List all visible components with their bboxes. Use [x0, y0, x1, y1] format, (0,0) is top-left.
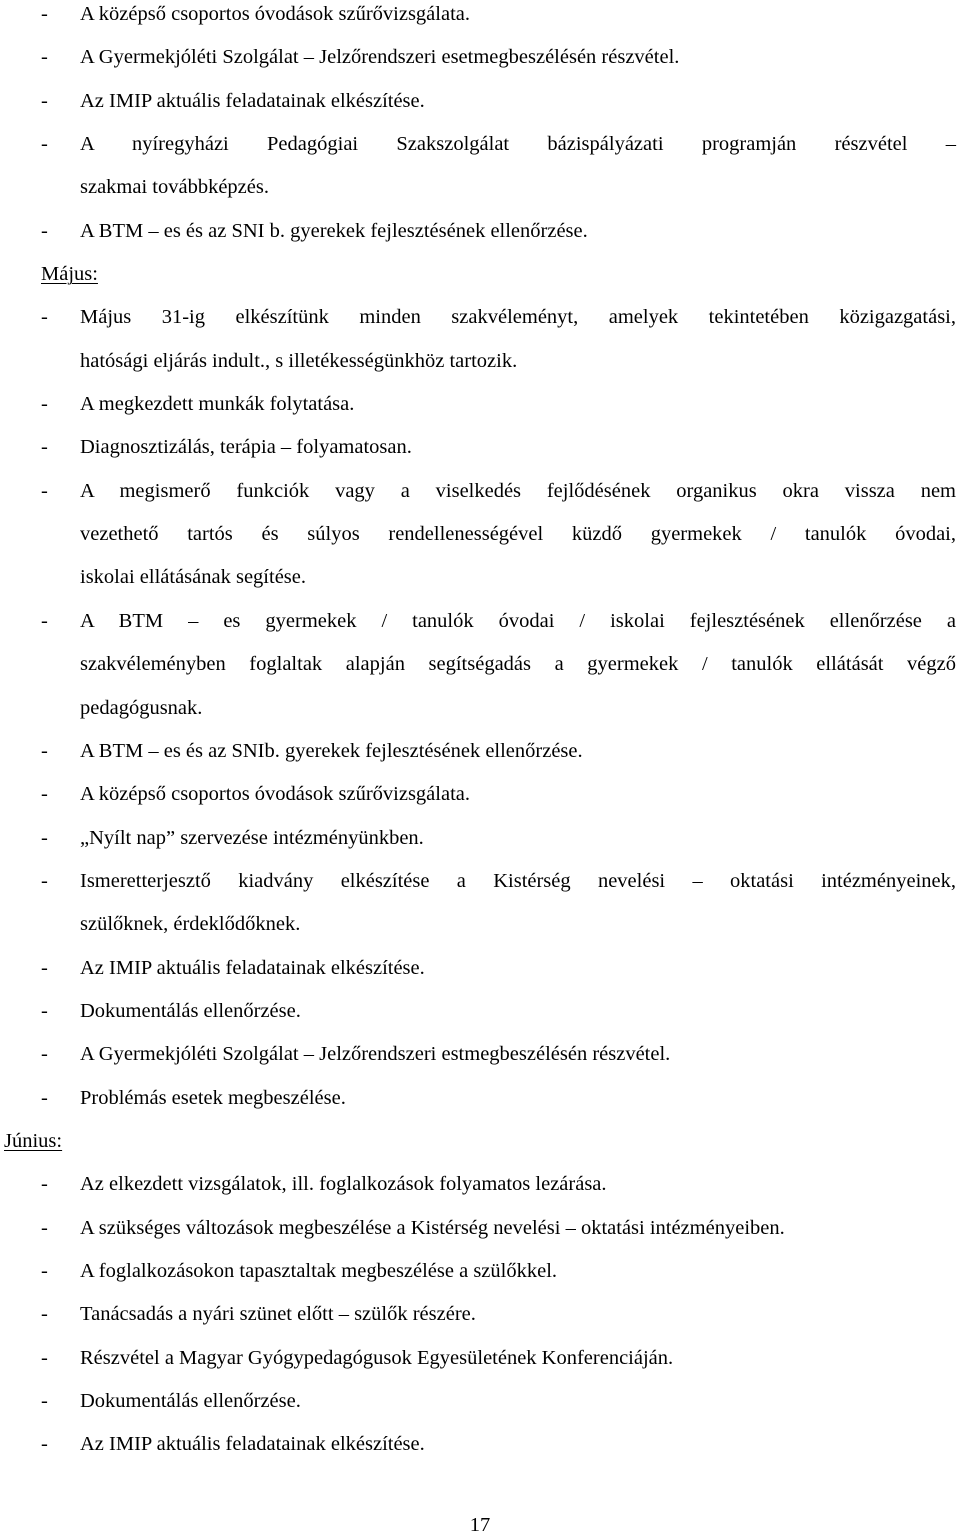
list-item-line [0, 1033, 960, 1076]
list-item-text: A szükséges változások megbeszélése a Kistérség nevelési – oktatási intézményeiben. [80, 1216, 785, 1239]
bullet-dash: - [41, 306, 48, 329]
section-heading-text: Június: [4, 1129, 63, 1152]
list-item-line [0, 860, 960, 903]
list-item-line [0, 1337, 960, 1380]
bullet-dash: - [41, 133, 48, 156]
list-item [0, 470, 960, 600]
list-item-line [0, 556, 960, 599]
list-item-line [0, 1380, 960, 1423]
list-item-text: A BTM – es és az SNIb. gyerekek fejlesztésének ellenőrzése. [80, 739, 583, 762]
list-item-line [0, 687, 960, 730]
list-item [0, 860, 960, 947]
list-item-text: Május 31-ig elkészítünk minden szakvéleményt, amelyek tekintetében közigazgatási, [80, 306, 956, 329]
list-item-text: szakvéleményben foglaltak alapján segítségadás a gyermekek / tanulók ellátását végző [80, 653, 956, 676]
list-item [0, 1033, 960, 1076]
bullet-dash: - [41, 1216, 48, 1239]
list-item-text: A BTM – es és az SNI b. gyerekek fejlesztésének ellenőrzése. [80, 219, 588, 242]
list-item-text: Az IMIP aktuális feladatainak elkészítése. [80, 1433, 425, 1456]
list-item-text: A BTM – es gyermekek / tanulók óvodai / iskolai fejlesztésének ellenőrzése a [80, 609, 956, 632]
list-item [0, 773, 960, 816]
bullet-dash: - [41, 609, 48, 632]
list-item-line [0, 903, 960, 946]
list-item-line [0, 1293, 960, 1336]
bullet-dash: - [41, 393, 48, 416]
bullet-dash: - [41, 826, 48, 849]
bullet-dash: - [41, 739, 48, 762]
page-number: 17 [469, 1514, 491, 1536]
list-item-text: A Gyermekjóléti Szolgálat – Jelzőrendszeri estmegbeszélésén részvétel. [80, 1043, 671, 1066]
list-item-text: iskolai ellátásának segítése. [80, 566, 306, 589]
list-item [0, 36, 960, 79]
bullet-dash: - [41, 89, 48, 112]
bullet-dash: - [41, 869, 48, 892]
list-item [0, 123, 960, 210]
list-item-line [0, 296, 960, 339]
list-item-text: vezethető tartós és súlyos rendellenességével küzdő gyermekek / tanulók óvodai, [80, 523, 956, 546]
list-item-text: A megismerő funkciók vagy a viselkedés fejlődésének organikus okra vissza nem [80, 479, 956, 502]
bullet-dash: - [41, 956, 48, 979]
bullet-dash: - [41, 1259, 48, 1282]
list-item-text: A középső csoportos óvodások szűrővizsgálata. [80, 3, 470, 25]
bullet-dash: - [41, 436, 48, 459]
bullet-dash: - [41, 479, 48, 502]
list-item-line [0, 990, 960, 1033]
list-item-text: szakmai továbbképzés. [80, 176, 269, 199]
list-item-text: szülőknek, érdeklődőknek. [80, 913, 301, 936]
list-item-line [0, 1423, 960, 1466]
list-item [0, 1380, 960, 1423]
list-item-text: Az elkezdett vizsgálatok, ill. foglalkozások folyamatos lezárása. [80, 1173, 607, 1196]
list-item-line [0, 166, 960, 209]
list-item-text: Az IMIP aktuális feladatainak elkészítése. [80, 89, 425, 112]
list-item-line [0, 80, 960, 123]
list-item-text: Dokumentálás ellenőrzése. [80, 1390, 301, 1412]
list-item [0, 1250, 960, 1293]
list-item-text: hatósági eljárás indult., s illetékességünkhöz tartozik. [80, 349, 518, 372]
section-heading-text: Május: [41, 263, 98, 286]
list-item-line [0, 1163, 960, 1206]
list-item-line [0, 36, 960, 79]
list-item [0, 210, 960, 253]
list-item-line [0, 1207, 960, 1250]
list-item-line [0, 817, 960, 860]
list-item [0, 1337, 960, 1380]
list-item-line [0, 426, 960, 469]
list-item [0, 0, 960, 36]
list-item-line [0, 123, 960, 166]
list-item [0, 1207, 960, 1250]
list-item-text: Problémás esetek megbeszélése. [80, 1086, 346, 1109]
list-item [0, 1077, 960, 1120]
list-item-text: A Gyermekjóléti Szolgálat – Jelzőrendszeri esetmegbeszélésén részvétel. [80, 46, 680, 69]
bullet-dash: - [41, 1433, 48, 1456]
list-item-line [0, 210, 960, 253]
list-item-text: Diagnosztizálás, terápia – folyamatosan. [80, 436, 412, 459]
list-item [0, 730, 960, 773]
list-item-line [0, 513, 960, 556]
bullet-dash: - [41, 3, 48, 25]
list-item-line [0, 0, 960, 36]
bullet-dash: - [41, 1173, 48, 1196]
list-item-text: A megkezdett munkák folytatása. [80, 393, 355, 416]
list-item-line [0, 730, 960, 773]
list-item-text: Részvétel a Magyar Gyógypedagógusok Egyesületének Konferenciáján. [80, 1346, 674, 1369]
list-item-line [0, 1077, 960, 1120]
list-item-text: Tanácsadás a nyári szünet előtt – szülők részére. [80, 1303, 476, 1326]
list-item [0, 1163, 960, 1206]
bullet-dash: - [41, 999, 48, 1022]
list-item [0, 600, 960, 730]
bullet-dash: - [41, 1303, 48, 1326]
bullet-dash: - [41, 46, 48, 69]
list-item [0, 990, 960, 1033]
bullet-dash: - [41, 783, 48, 806]
list-item [0, 817, 960, 860]
list-item-line [0, 383, 960, 426]
list-item [0, 426, 960, 469]
bullet-dash: - [41, 219, 48, 242]
list-item-text: Az IMIP aktuális feladatainak elkészítése. [80, 956, 425, 979]
bullet-dash: - [41, 1390, 48, 1412]
list-item-line [0, 773, 960, 816]
section-heading [0, 1120, 960, 1163]
list-item-text: A nyíregyházi Pedagógiai Szakszolgálat bázispályázati programján részvétel – [80, 133, 956, 156]
list-item [0, 80, 960, 123]
list-item-line [0, 600, 960, 643]
list-item [0, 1293, 960, 1336]
list-item-text: Dokumentálás ellenőrzése. [80, 999, 301, 1022]
list-item-text: „Nyílt nap” szervezése intézményünkben. [80, 826, 424, 849]
list-item-text: A középső csoportos óvodások szűrővizsgálata. [80, 783, 470, 806]
list-item-text: pedagógusnak. [80, 696, 203, 719]
list-item [0, 296, 960, 383]
bullet-dash: - [41, 1086, 48, 1109]
list-item-line [0, 470, 960, 513]
list-item [0, 383, 960, 426]
bullet-dash: - [41, 1346, 48, 1369]
list-item [0, 947, 960, 990]
list-item-line [0, 643, 960, 686]
list-item-line [0, 947, 960, 990]
list-item-text: Ismeretterjesztő kiadvány elkészítése a Kistérség nevelési – oktatási intézményeinek, [80, 869, 956, 892]
list-item [0, 1423, 960, 1466]
list-item-line [0, 340, 960, 383]
section-heading [0, 253, 960, 296]
list-item-line [0, 1250, 960, 1293]
list-item-text: A foglalkozásokon tapasztaltak megbeszélése a szülőkkel. [80, 1259, 558, 1282]
bullet-dash: - [41, 1043, 48, 1066]
